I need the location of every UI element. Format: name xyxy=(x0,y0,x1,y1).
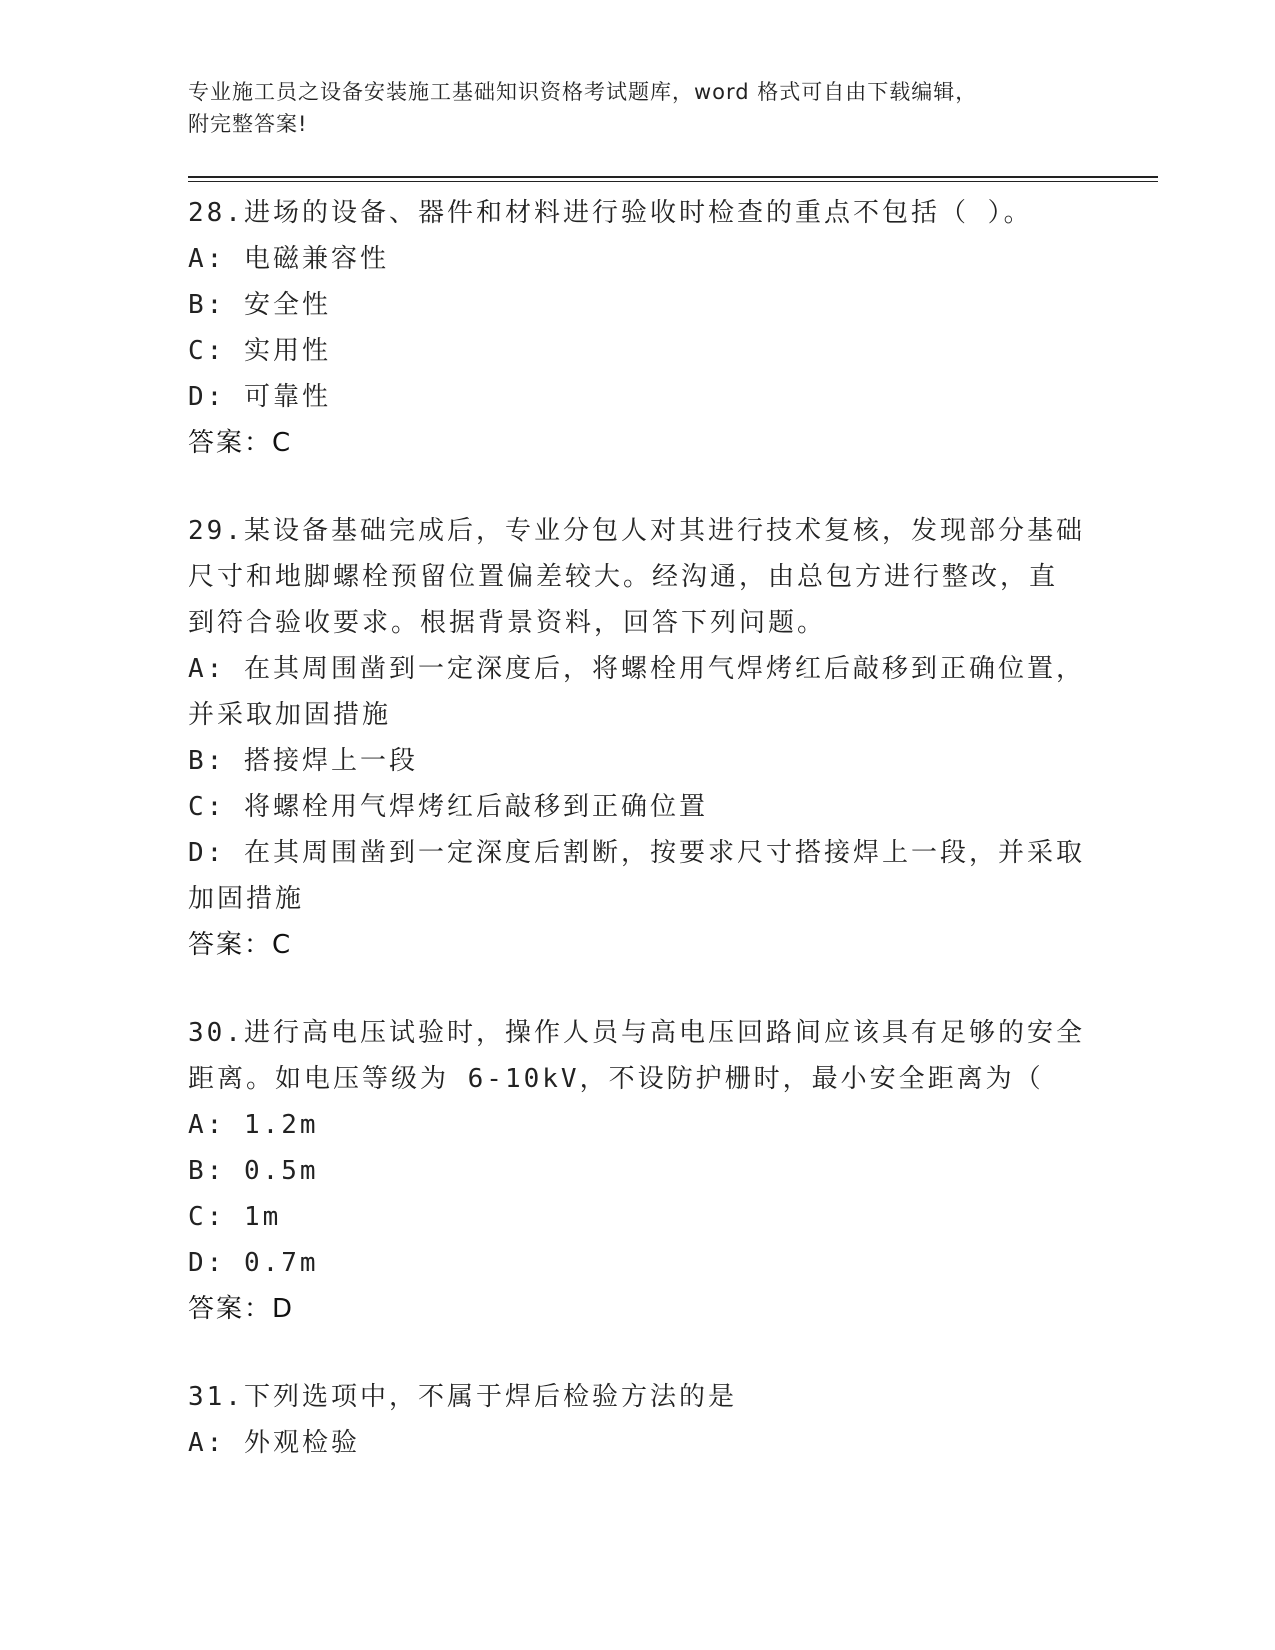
answer-option-line: B: 搭接焊上一段 xyxy=(188,746,418,776)
question-stem-line: 29.某设备基础完成后，专业分包人对其进行技术复核，发现部分基础 xyxy=(188,516,1085,546)
answer-key: 答案：D xyxy=(188,1294,295,1324)
answer-key: 答案：C xyxy=(188,428,293,458)
answer-option-line: A: 在其周围凿到一定深度后，将螺栓用气焊烤红后敲移到正确位置， xyxy=(188,654,1085,684)
question-stem-line: 距离。如电压等级为 6-10kV，不设防护栅时，最小安全距离为（ xyxy=(188,1064,1044,1094)
answer-option xyxy=(188,374,1088,420)
answer-option-line: C: 将螺栓用气焊烤红后敲移到正确位置 xyxy=(188,792,708,822)
question-stem xyxy=(188,190,1088,236)
header-line-1: 专业施工员之设备安装施工基础知识资格考试题库，word 格式可自由下载编辑， xyxy=(188,80,978,104)
answer-option xyxy=(188,1148,1088,1194)
question-stem xyxy=(188,508,1088,646)
question-stem xyxy=(188,1010,1088,1102)
answer-option xyxy=(188,328,1088,374)
answer-option-line: C: 1m xyxy=(188,1202,282,1232)
answer-option-line: A: 1.2m xyxy=(188,1110,319,1140)
question-item xyxy=(188,1374,1088,1466)
question-stem xyxy=(188,1374,1088,1420)
answer-option xyxy=(188,646,1088,738)
answer-option xyxy=(188,1420,1088,1466)
answer-option xyxy=(188,784,1088,830)
answer-option-line: 并采取加固措施 xyxy=(188,700,392,730)
document-header xyxy=(188,76,1068,140)
answer-option xyxy=(188,282,1088,328)
header-divider-bottom xyxy=(188,181,1158,182)
header-divider-top xyxy=(188,176,1158,178)
answer-option-line: B: 0.5m xyxy=(188,1156,319,1186)
question-stem-line: 到符合验收要求。根据背景资料，回答下列问题。 xyxy=(188,608,827,638)
question-item xyxy=(188,190,1088,466)
question-item xyxy=(188,508,1088,968)
question-stem-line: 尺寸和地脚螺栓预留位置偏差较大。经沟通，由总包方进行整改，直 xyxy=(188,562,1059,592)
answer-option-line: A: 电磁兼容性 xyxy=(188,244,389,274)
answer-option-line: D: 在其周围凿到一定深度后割断，按要求尺寸搭接焊上一段，并采取 xyxy=(188,838,1085,868)
question-stem-line: 30.进行高电压试验时，操作人员与高电压回路间应该具有足够的安全 xyxy=(188,1018,1085,1048)
question-list xyxy=(188,190,1088,1508)
answer-key: 答案：C xyxy=(188,930,293,960)
answer-option-line: D: 可靠性 xyxy=(188,382,331,412)
answer-option-line: A: 外观检验 xyxy=(188,1428,360,1458)
answer-option-line: C: 实用性 xyxy=(188,336,331,366)
question-stem-line: 31.下列选项中，不属于焊后检验方法的是 xyxy=(188,1382,737,1412)
answer-option xyxy=(188,738,1088,784)
answer-option xyxy=(188,1194,1088,1240)
question-item xyxy=(188,1010,1088,1332)
answer-option-line: D: 0.7m xyxy=(188,1248,319,1278)
answer-option-line: B: 安全性 xyxy=(188,290,331,320)
header-line-2: 附完整答案! xyxy=(188,112,308,136)
question-stem-line: 28.进场的设备、器件和材料进行验收时检查的重点不包括（ ）。 xyxy=(188,198,1033,228)
answer-option xyxy=(188,1240,1088,1286)
answer-option xyxy=(188,236,1088,282)
answer-option-line: 加固措施 xyxy=(188,884,305,914)
answer-option xyxy=(188,1102,1088,1148)
answer-option xyxy=(188,830,1088,922)
